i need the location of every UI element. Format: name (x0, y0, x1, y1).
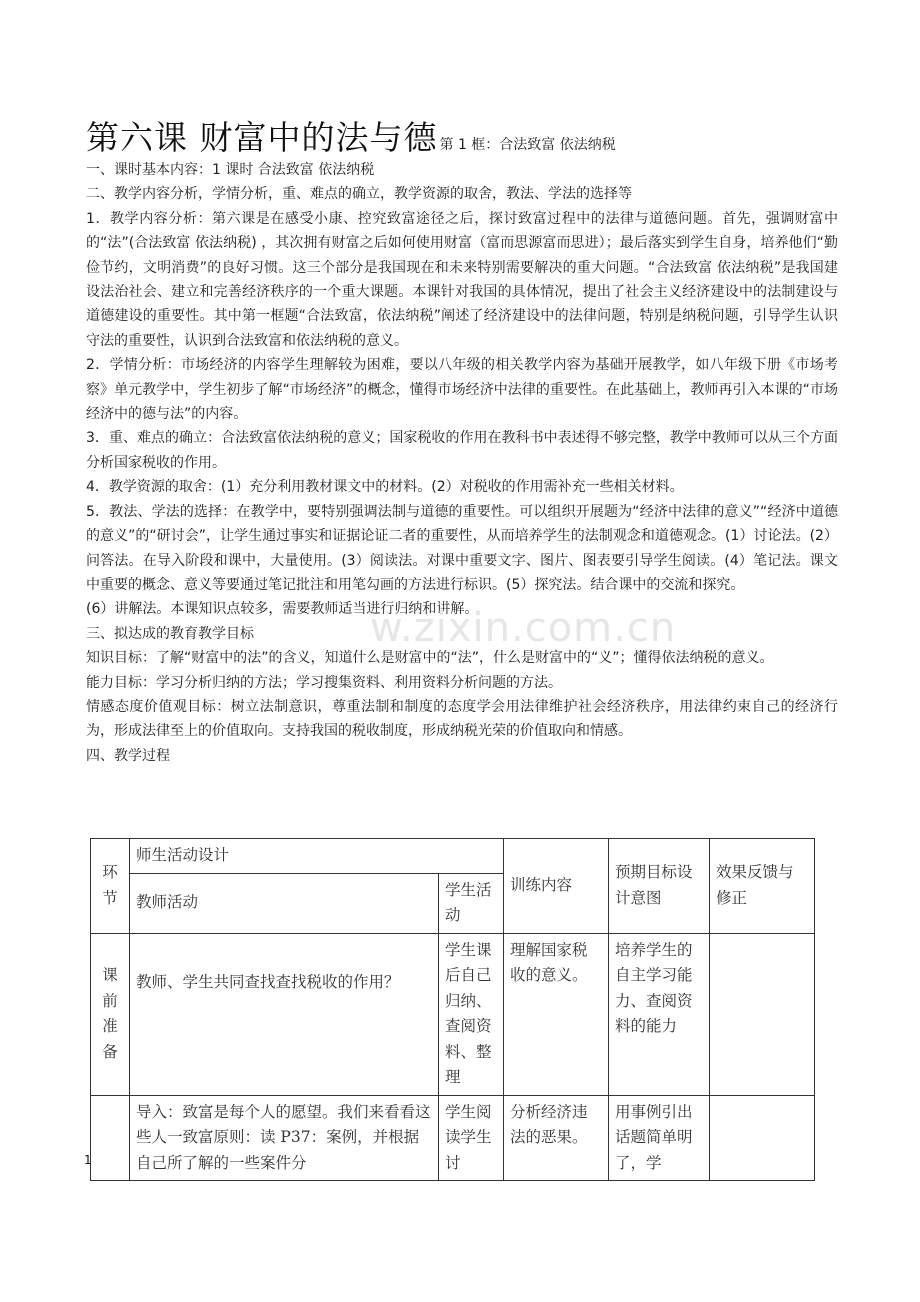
cell-huanjie: 课前准备 (91, 933, 130, 1095)
cell-xiaoguo (710, 1095, 815, 1181)
cell-xunlian: 分析经济违法的恶果。 (504, 1095, 609, 1181)
paragraph: 三、拟达成的教育教学目标 (86, 625, 254, 642)
paragraph: 情感态度价值观目标：树立法制意识，尊重法制和制度的态度学会用法律维护社会经济秩序，用法律约束自己的经济行为，形成法律至上的价值取向。支持我国的税收制度，形成纳税光荣的价值取向和情感。 (86, 698, 838, 740)
paragraph: 2．学情分析：市场经济的内容学生理解较为困难，要以八年级的相关教学内容为基础开展教学，如八年级下册《市场考察》单元教学中，学生初步了解“市场经济”的概念，懂得市场经济中法律的重要性。在此基础上，教师再引入本课的“市场经济中的德与法”的内容。 (86, 357, 838, 423)
paragraph: 知识目标：了解“财富中的法”的含义，知道什么是财富中的“法”，什么是财富中的“义”；懂得依法纳税的意义。 (86, 650, 774, 667)
paragraph: 能力目标：学习分析归纳的方法；学习搜集资料、利用资料分析问题的方法。 (86, 674, 562, 691)
paragraph: 1．教学内容分析：第六课是在感受小康、控究致富途径之后，探讨致富过程中的法律与道德问题。首先，强调财富中的“法”(合法致富 依法纳税) ，其次拥有财富之后如何使用财富（富而思源富而思进）；最后落实到学生自身，培养他们“勤俭节约，文明消费”的良好习惯。这三个部分是我国现在和未来特别需要解决的重大问题。“合法致富 依法纳税”是我国建设法治社会、建立和完善经济秩序的一个重大课题。本课针对我国的具体情况，提出了社会主义经济建设中的法制建设与道德建设的重要性。其中第一框题“合法致富，依法纳税”阐述了经济建设中的法律问题，特别是纳税问题，引导学生认识守法的重要性，认识到合法致富和依法纳税的意义。 (86, 210, 838, 349)
lesson-subtitle: 第 1 框：合法致富 依法纳税 (439, 137, 616, 153)
document-body (86, 158, 838, 768)
paragraph: 3．重、难点的确立：合法致富依法纳税的意义；国家税收的作用在教科书中表述得不够完整，教学中教师可以从三个方面分析国家税收的作用。 (86, 430, 838, 471)
header-jiaoshi: 教师活动 (130, 873, 439, 933)
cell-jiaoshi: 教师、学生共同查找查找税收的作用？ (130, 933, 439, 1095)
watermark: w.zixin.com.cn (370, 605, 677, 651)
paragraph: 5．教法、学法的选择：在教学中，要特别强调法制与道德的重要性。可以组织开展题为“经济中法律的意义”“经济中道德的意义”的“研讨会”，让学生通过事实和证据论证二者的重要性，从而培养学生的法制观念和道德观念。(1）讨论法。(2）问答法。在导入阶段和课中，大量使用。(3）阅读法。对课中重要文字、图片、图表要引导学生阅读。(4）笔记法。课文中重要的概念、意义等要通过笔记批注和用笔勾画的方法进行标识。(5）探究法。结合课中的交流和探究。 (86, 503, 838, 593)
header-xunlian: 训练内容 (504, 839, 609, 934)
table-row (91, 1095, 815, 1181)
paragraph: 一、课时基本内容：1 课时 合法致富 依法纳税 (86, 162, 375, 178)
page-title (86, 112, 616, 159)
header-yuqi: 预期目标设计意图 (609, 839, 710, 934)
cell-xuesheng: 学生阅读学生讨 (439, 1095, 504, 1181)
paragraph: 四、教学过程 (86, 747, 170, 764)
cell-yuqi: 用事例引出话题简单明了，学 (609, 1095, 710, 1181)
teaching-process-table (90, 838, 815, 1181)
cell-yuqi: 培养学生的自主学习能力、查阅资料的能力 (609, 933, 710, 1095)
table-header-row (91, 839, 815, 874)
cell-xunlian: 理解国家税收的意义。 (504, 933, 609, 1095)
cell-xuesheng: 学生课后自己归纳、查阅资料、整理 (439, 933, 504, 1095)
header-shisheng: 师生活动设计 (130, 839, 504, 874)
paragraph: 二、教学内容分析，学情分析，重、难点的确立，教学资源的取舍，教法、学法的选择等 (86, 186, 632, 203)
table-row (91, 933, 815, 1095)
header-xuesheng: 学生活动 (439, 873, 504, 933)
cell-huanjie (91, 1095, 130, 1181)
cell-xiaoguo (710, 933, 815, 1095)
paragraph: (6）讲解法。本课知识点较多，需要教师适当进行归纳和讲解。 (86, 601, 479, 618)
cell-jiaoshi: 导入：致富是每个人的愿望。我们来看看这些人一致富原则：读 P37：案例，并根据自己所了解的一些案件分 (130, 1095, 439, 1181)
lesson-title: 第六课 财富中的法与德 (86, 118, 438, 157)
paragraph: 4．教学资源的取舍：(1）充分利用教材课文中的材料。(2）对税收的作用需补充一些相关材料。 (86, 479, 684, 496)
header-huanjie: 环节 (91, 839, 130, 934)
header-xiaoguo: 效果反馈与修正 (710, 839, 815, 934)
page-number: 1 (84, 1153, 92, 1167)
